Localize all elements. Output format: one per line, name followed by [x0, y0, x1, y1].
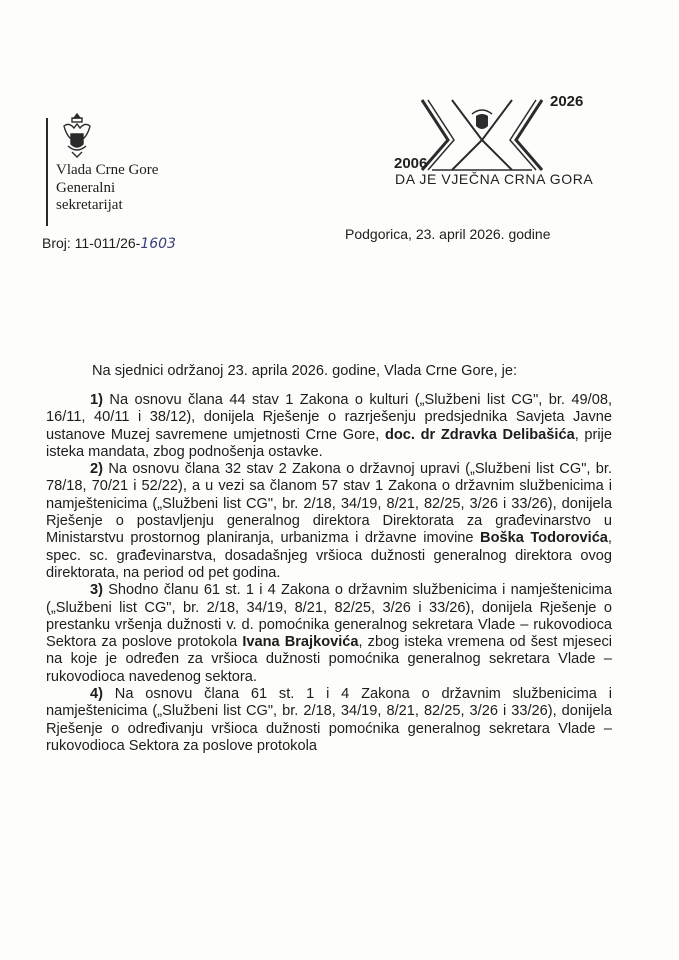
logo-year-start: 2006 [394, 155, 428, 172]
item-number: 4) [90, 686, 103, 703]
item-number: 2) [90, 461, 103, 478]
decisions-list [46, 392, 612, 755]
document-number [42, 235, 176, 252]
item-text-end: , prije isteka mandata, zbog podnošenja ostavke. [46, 426, 612, 460]
item-person: doc. dr Zdravka Delibašića [384, 426, 575, 443]
document-date: Podgorica, 23. april 2026. godine [345, 226, 551, 242]
intro-text: Na sjednici održanoj 23. aprila 2026. godine, Vlada Crne Gore, je: [92, 363, 518, 379]
logo-crest-icon [472, 110, 492, 129]
item-number: 3) [90, 582, 103, 599]
item-text-end: , spec. sc. građevinarstva, dosadašnjeg vršioca dužnosti generalnog direktora ovog direktorata, na period od pet godina. [46, 530, 612, 581]
org-line-3: sekretarijat [56, 197, 123, 213]
coat-of-arms-icon [60, 112, 94, 160]
item-text: Na osnovu člana 44 stav 1 Zakona o kulturi („Službeni list CG", br. 49/08, 16/11, 40/11 i 38/12), donijela Rješenje o razrješenju predsjednika Savjeta Javne ustanove Muzej savremene umjetnosti Crne Gore, [46, 392, 612, 443]
logo-year-end: 2026 [550, 93, 584, 110]
decision-item [46, 461, 612, 582]
document-number-handwritten: 1603 [140, 236, 176, 252]
organization-name [56, 162, 158, 215]
decision-item [46, 686, 612, 755]
decision-item [46, 582, 612, 686]
header-divider [46, 118, 48, 226]
document-number-label: Broj: 11-011/26- [42, 235, 141, 251]
org-line-1: Vlada Crne Gore [56, 162, 159, 178]
item-person: Ivana Brajkovića [242, 634, 359, 651]
item-text-end: , zbog isteka vremena od šest mjeseci na koje je određen za vršioca dužnosti pomoćnika generalnog sekretara Vlade – rukovodioca navedenog sektora. [46, 634, 612, 685]
org-line-2: Generalni [56, 179, 116, 196]
decision-item [46, 392, 612, 461]
item-text: Shodno članu 61 st. 1 i 4 Zakona o državnim službenicima i namještenicima („Službeni list CG", br. 2/18, 34/19, 8/21, 82/25, 3/26 i 33/26), donijela Rješenje o prestanku vršenja dužnosti v. d. pomoćnika generalnog sekretara Vlade – rukovodioca Sektora za poslove protokola [46, 582, 612, 651]
item-person: Boška Todorovića [480, 530, 608, 547]
logo-motto: DA JE VJEČNA CRNA GORA [395, 171, 594, 187]
item-text: Na osnovu člana 61 st. 1 i 4 Zakona o državnim službenicima i namještenicima („Službeni list CG", br. 2/18, 34/19, 8/21, 82/25, 3/26 i 33/26), donijela Rješenje o određivanju vršioca dužnosti pomoćnika generalnog sekretara Vlade – rukovodioca Sektora za poslove protokola [46, 686, 612, 754]
item-text: Na osnovu člana 32 stav 2 Zakona o državnoj upravi („Službeni list CG", br. 78/18, 70/21 i 52/22), a u vezi sa članom 57 stav 1 Zakona o državnim službenicima i namještenicima („Službeni list CG", br. 2/18, 34/19, 8/21, 82/25, 3/26 i 33/26), donijela Rješenje o postavljenju generalnog direktora Direktorata za građevinarstvo u Ministarstvu prostornog planiranja, urbanizma i državne imovine [46, 461, 612, 547]
item-number: 1) [90, 392, 103, 408]
